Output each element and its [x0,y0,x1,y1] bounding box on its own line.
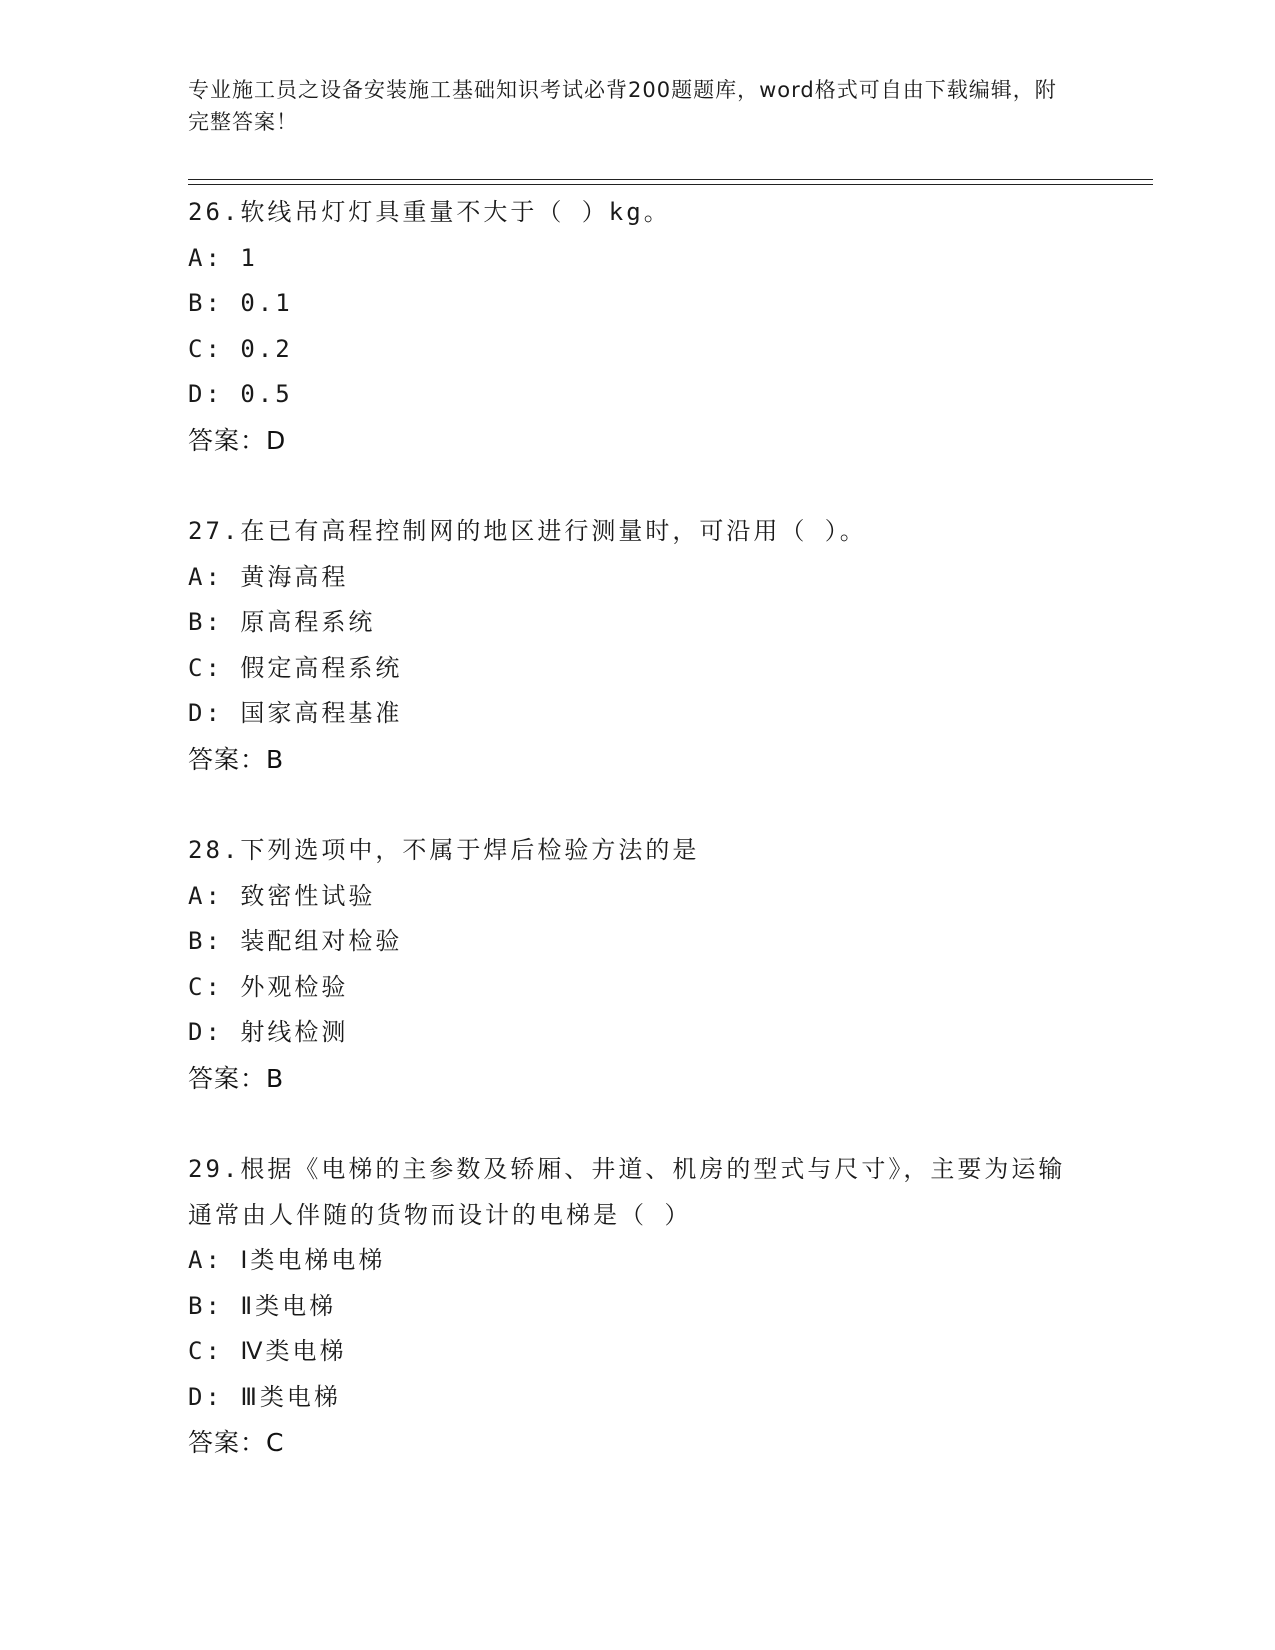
answer: 答案：C [188,1428,285,1457]
option-b: B: Ⅱ类电梯 [188,1291,337,1320]
header-divider-top [188,179,1153,180]
question-list [188,190,1088,1512]
option-a: A: Ⅰ类电梯电梯 [188,1246,386,1274]
option-d: D: Ⅲ类电梯 [188,1382,341,1411]
answer: 答案：B [188,1063,285,1093]
option-c: C: 假定高程系统 [188,653,403,682]
question-26 [188,190,1088,463]
option-a: A: 致密性试验 [188,881,376,910]
option-b: B: 装配组对检验 [188,927,403,955]
question-27 [188,509,1088,782]
option-d: D: 射线检测 [188,1018,349,1046]
option-a: A: 黄海高程 [188,562,349,591]
option-b: B: 原高程系统 [188,608,376,636]
option-c: C: Ⅳ类电梯 [188,1337,347,1365]
answer: 答案：B [188,744,285,774]
question-stem: 26.软线吊灯灯具重量不大于（ ）kg。 [188,198,671,226]
question-28 [188,828,1088,1101]
option-d: D: 0.5 [188,380,293,408]
option-b: B: 0.1 [188,289,293,317]
question-29 [188,1147,1088,1466]
answer: 答案：D [188,425,287,455]
document-header: 专业施工员之设备安装施工基础知识考试必背200题题库，word格式可自由下载编辑，附完整答案！ [188,78,1057,134]
question-stem: 29.根据《电梯的主参数及轿厢、井道、机房的型式与尺寸》，主要为运输通常由人伴随的货物而设计的电梯是（ ） [188,1155,1066,1229]
option-c: C: 外观检验 [188,972,349,1001]
option-c: C: 0.2 [188,334,293,363]
option-a: A: 1 [188,243,258,272]
question-stem: 28.下列选项中，不属于焊后检验方法的是 [188,836,700,864]
question-stem: 27.在已有高程控制网的地区进行测量时，可沿用（ ）。 [188,517,867,545]
header-divider-bottom [188,184,1153,185]
option-d: D: 国家高程基准 [188,699,403,727]
